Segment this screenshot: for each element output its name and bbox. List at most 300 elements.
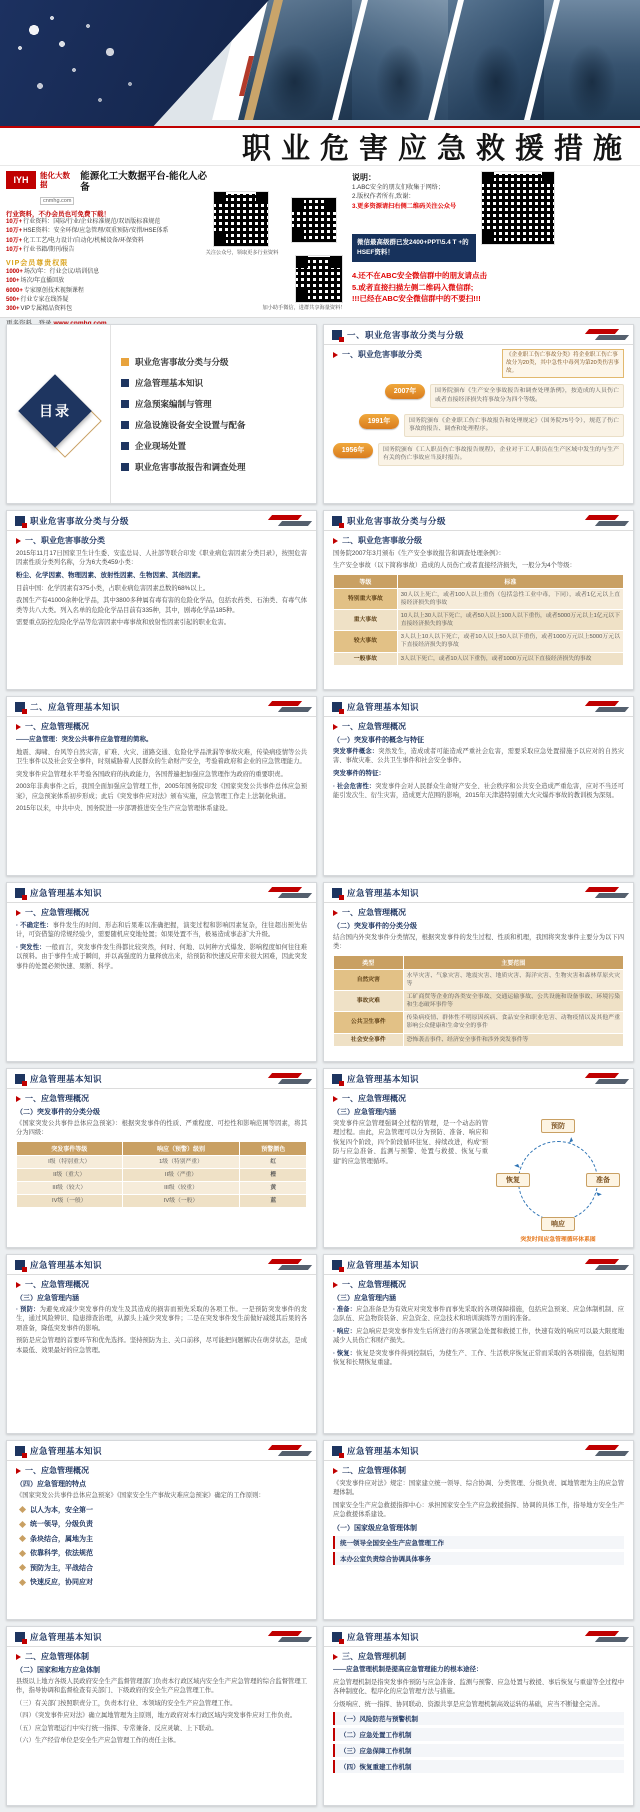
section-heading: （二）突发事件的分类分级	[16, 1109, 100, 1116]
slide-subtitle	[16, 1651, 307, 1662]
paragraph	[16, 943, 307, 971]
vip-title: VIP会员尊贵权限	[6, 260, 69, 268]
subtitle-text: 一、应急管理概况	[342, 908, 406, 917]
paragraph: 2003年非典事件之后，我国全面加强应急管理工作，2005年国务院印发《国家突发公共事件总体应急预案》，应急预案体系初步形成；此后《突发事件应对法》颁布实施，应急管理工作走上法制化轨道。	[16, 783, 307, 800]
subtitle-text: 二、应急管理体制	[342, 1466, 406, 1475]
paragraph: 结合国内外突发事件分类情况，根据突发事件的发生过程、性质和机理，我国将突发事件主要分为以下四类：	[333, 934, 624, 951]
qr-caption: 加小助手微信，进群共享海量资料！	[262, 305, 346, 311]
red-ribbon-icon	[268, 887, 302, 892]
slide-subtitle	[333, 535, 624, 546]
table-header-cell: 突发事件等级	[17, 1141, 123, 1155]
table-row	[17, 1182, 307, 1195]
square-bullet-icon	[121, 379, 129, 387]
paragraph: 2015年以来，中共中央、国务院进一步部署推进安全生产应急管理体系建设。	[16, 804, 232, 812]
logo-site: cnmhg.com	[40, 197, 74, 205]
red-ribbon-icon	[268, 701, 302, 706]
benefit-count: 10万+	[6, 246, 23, 253]
red-ribbon-icon	[268, 1445, 302, 1450]
slide-body	[7, 717, 316, 876]
slides-grid	[0, 318, 640, 1812]
slide-header	[324, 325, 633, 345]
table-row	[17, 1168, 307, 1181]
notes-block	[352, 172, 478, 211]
red-ribbon-icon	[585, 1259, 619, 1264]
wechat-group-banner: 微信最高级群已发2400+PPT\5.4 T +的HSEF资料！	[352, 234, 476, 262]
principle-label: 统一领导，分级负责	[30, 1521, 93, 1529]
qr-code-wechat-group	[296, 256, 342, 302]
banner-collage	[0, 0, 640, 126]
red-warning-line: 5.或者直接扫描左侧二维码入微信群;	[352, 282, 474, 292]
table-cell: 红	[240, 1155, 307, 1168]
slide-title: 二、应急管理基本知识	[30, 701, 121, 712]
paragraph: 应急管理机制是指突发事件预防与应急准备、监测与预警、应急处置与救援、事后恢复与重建等全过程中各种制度化、程序化的应急管理方法与措施。	[333, 1678, 624, 1696]
slide-body	[324, 1089, 633, 1248]
table-cell: 蓝	[240, 1195, 307, 1208]
table-cell: 传染病疫情、群体性不明原因疾病、食品安全和职业危害、动物疫情以及其他严重影响公众健康和生命安全的事件	[403, 1012, 623, 1033]
benefit-line	[6, 246, 212, 255]
table-cell: 工矿商贸等企业的各类安全事故、交通运输事故、公共设施和设备事故、环境污染和生态破坏事件等	[403, 991, 623, 1012]
benefit-text: 专家原创技术视频课程	[23, 287, 84, 294]
table-header-cell: 响应（预警）级别	[122, 1141, 240, 1155]
slide-header	[324, 511, 633, 531]
timeline-text: 国务院颁布《工人职员伤亡事故报告规程》，企业对于工人职员在生产区域中发生的与生产有关的伤亡事故应当及时报告。	[378, 443, 624, 466]
slide-subtitle	[333, 1279, 624, 1290]
arrow-icon	[333, 1282, 338, 1288]
paragraph	[333, 782, 624, 801]
paragraph	[16, 1305, 307, 1333]
red-ribbon-icon	[585, 329, 619, 334]
diamond-bullet-icon	[19, 1550, 26, 1557]
slide-em-connotation-cycle	[323, 1068, 634, 1248]
slide-em-connotation-prep-response-recovery	[323, 1254, 634, 1434]
term-text: 一般而言，突发事件发生得都比较突然，何时、何地、以何种方式爆发、影响程度如何往往难以预料。由于事件生成于瞬间，并以高强度的力量释放出来，给预防和快速反应带来很大困难，因此突发事件的处置必须快速、果断、科学。	[16, 943, 308, 970]
slide-header	[7, 883, 316, 903]
paragraph: （五）应急管理运行中实行统一指挥、专常兼备、反应灵敏、上下联动。	[16, 1724, 218, 1732]
cycle-node: 响应	[541, 1217, 575, 1231]
toc-item-label: 应急管理基本知识	[135, 377, 204, 388]
slide-subtitle	[16, 907, 307, 918]
table-cell: 1级（特别严重）	[122, 1155, 240, 1168]
year-pill: 2007年	[385, 384, 425, 399]
arrow-icon	[16, 1468, 21, 1474]
qr-code-abc-safety	[482, 172, 554, 244]
gray-ribbon-icon	[278, 1265, 312, 1270]
slide-logo-icon	[332, 1632, 342, 1642]
paragraph: （三）有关部门按照职责分工，负责本行业、本领域的安全生产应急管理工作。	[16, 1699, 237, 1707]
subtitle-text: 一、职业危害事故分类	[342, 350, 422, 359]
red-warning-block	[352, 270, 562, 305]
benefit-text: 化工工艺/电力设计/自动化/机械设备/环保资料	[23, 237, 144, 244]
gray-ribbon-icon	[278, 1637, 312, 1642]
gray-ribbon-icon	[278, 521, 312, 526]
promo-section	[0, 166, 640, 318]
slide-em-mechanism	[323, 1626, 634, 1806]
qr-code-secondary	[292, 198, 336, 242]
principle-item	[20, 1548, 307, 1558]
slide-em-connotation-prevention	[6, 1254, 317, 1434]
paragraph: 县级以上地方各级人民政府安全生产监督管理部门负责本行政区域内安全生产应急管理的综合监督管理工作，指导协调和监督检查有关部门、下级政府的安全生产应急管理工作。	[16, 1678, 307, 1695]
slide-title: 应急管理基本知识	[347, 701, 420, 712]
paragraph	[16, 921, 307, 940]
slide-subtitle	[333, 721, 624, 732]
toc-item	[121, 440, 306, 452]
paragraph: 地震、海啸、台风等自然灾害，矿难、火灾、道路交通、危险化学品泄漏等事故灾难，传染病疫情等公共卫生事件以及社会安全事件，时刻威胁着人民群众的生命财产安全，考验着政府和企业的应急管理能力。	[16, 748, 307, 766]
slide-grading-table	[323, 510, 634, 690]
table-cell: 10人以上30人以下死亡，或者50人以上100人以下重伤，或者5000万元以上1亿元以下直接经济损失的事故	[397, 610, 623, 631]
paragraph: ——应急管理机制是提高应急管理能力的根本途径：	[333, 1666, 483, 1673]
vip-benefit-line	[6, 287, 212, 296]
arrow-icon	[594, 1192, 602, 1200]
red-ribbon-icon	[268, 1259, 302, 1264]
toc-item	[121, 419, 306, 431]
square-bullet-icon	[121, 421, 129, 429]
arrow-icon	[333, 538, 338, 544]
table-cell: II级（严重）	[122, 1168, 240, 1181]
term-label: · 准备：	[333, 1306, 357, 1313]
slide-title: 应急管理基本知识	[347, 887, 420, 898]
subtitle-text: 一、应急管理概况	[342, 722, 406, 731]
vip-benefit-line	[6, 268, 212, 277]
table-cell: 重大事故	[334, 610, 398, 631]
paragraph	[333, 747, 624, 766]
slide-em-characteristics	[6, 1440, 317, 1620]
warning-level-table	[16, 1141, 307, 1208]
slide-logo-icon	[15, 516, 25, 526]
term-label: · 不确定性：	[16, 922, 53, 929]
table-cell: 橙	[240, 1168, 307, 1181]
toc-item	[121, 461, 306, 473]
timeline-note: 《企业职工伤亡事故分类》将企业职工伤亡事故分为20类，其中急性中毒列为第20类伤害事故。	[502, 349, 624, 378]
arrow-icon	[333, 1654, 338, 1660]
diamond-bullet-icon	[19, 1506, 26, 1513]
timeline-text: 国务院颁布《企业职工伤亡事故报告和处理规定》（国务院75号令），规范了伤亡事故的报告、调查和处理程序。	[404, 414, 624, 437]
table-row	[334, 631, 624, 652]
benefit-count: 10万+	[6, 219, 23, 225]
paragraph: 突发事件应急管理水平考验各国政府的执政能力，各国普遍把加强应急管理作为政府的重要职责。	[16, 770, 287, 778]
table-row	[334, 652, 624, 665]
paragraph: 分级响应、统一指挥、协同联动、资源共享是应急管理机制高效运转的基础，应当不断健全完善。	[333, 1700, 604, 1708]
table-header-cell: 主要范围	[403, 955, 623, 969]
slide-header	[7, 697, 316, 717]
toc-item-label: 职业危害事故分类与分级	[135, 356, 229, 367]
benefit-count: 500+	[6, 297, 20, 304]
benefit-count: 6000+	[6, 287, 23, 294]
principle-item	[20, 1519, 307, 1529]
slide-title: 应急管理基本知识	[347, 1631, 420, 1642]
toc-item	[121, 377, 306, 389]
red-ribbon-icon	[585, 887, 619, 892]
slide-logo-icon	[332, 516, 342, 526]
note-line: 1.ABC安全的朋友们收集于网络；	[352, 184, 445, 191]
slide-logo-icon	[332, 702, 342, 712]
slide-title: 应急管理基本知识	[347, 1259, 420, 1270]
arrow-icon	[16, 1654, 21, 1660]
benefit-text: 行业专家在线答疑	[20, 297, 69, 304]
qr-caption: 关注公众号，领取更多行业资料	[205, 250, 279, 256]
term-label: · 社会危害性：	[333, 782, 376, 790]
diagram-caption: 突发时间应急管理循环体系图	[520, 1237, 596, 1243]
title-bar	[0, 128, 640, 166]
slide-title: 应急管理基本知识	[30, 1073, 103, 1084]
arrow-icon	[16, 724, 21, 730]
timeline-row	[333, 414, 624, 437]
square-bullet-icon	[121, 442, 129, 450]
table-cell: 一般事故	[334, 652, 398, 665]
benefit-line	[6, 227, 212, 236]
section-heading: （三）应急管理内涵	[333, 1109, 396, 1116]
section-heading: （四）应急管理的特点	[16, 1481, 86, 1488]
table-header-row	[334, 574, 624, 588]
slide-header	[7, 1069, 316, 1089]
table-cell: 较大事故	[334, 631, 398, 652]
slide-header	[324, 1069, 633, 1089]
table-cell: 水旱灾害、气象灾害、地震灾害、地质灾害、海洋灾害、生物灾害和森林草原火灾等	[403, 969, 623, 990]
slide-em-overview-3	[6, 882, 317, 1062]
table-cell: 30人以上死亡，或者100人以上重伤（包括急性工业中毒，下同），或者1亿元以上直接经济损失的事故	[397, 588, 623, 609]
slide-toc	[6, 324, 317, 504]
square-bullet-icon	[121, 400, 129, 408]
slide-event-types-table	[323, 882, 634, 1062]
benefit-count: 10万+	[6, 228, 23, 235]
term-label: · 响应：	[333, 1327, 357, 1335]
table-cell: 社会安全事件	[334, 1033, 404, 1046]
table-row	[17, 1155, 307, 1168]
table-cell: 3人以下死亡，或者10人以下重伤，或者1000万元以下直接经济损失的事故	[397, 652, 623, 665]
slide-logo-icon	[332, 1074, 342, 1084]
slide-logo-icon	[15, 1260, 25, 1270]
slide-subtitle	[333, 907, 624, 918]
slide-body	[324, 531, 633, 690]
table-header-cell: 等级	[334, 574, 398, 588]
slide-body	[324, 1461, 633, 1620]
term-text: 恢复是突发事件得到控制后，为使生产、工作、生活秩序恢复正常而采取的各项措施，包括短期恢复和长期恢复重建。	[333, 1349, 624, 1367]
mechanism-item: （一）风险防范与预警机制	[333, 1712, 624, 1725]
paragraph: 突发事件的特征：	[333, 769, 385, 777]
principle-label: 条块结合，属地为主	[30, 1535, 93, 1543]
slide-header	[324, 1441, 633, 1461]
table-cell: I级（特别重大）	[17, 1155, 123, 1168]
subtitle-text: 一、应急管理概况	[25, 1280, 89, 1289]
toc-item	[121, 398, 306, 410]
table-cell: IV级（一般）	[122, 1195, 240, 1208]
slide-body	[324, 717, 633, 876]
square-bullet-icon	[121, 463, 129, 471]
slide-subtitle	[333, 349, 422, 360]
term-text: 事件发生的时间、形态和后果难以准确把握，演变过程和影响因素复杂，往往超出预先估计，可资借鉴的常规经验少，需要随机应变地处置；如果处置不当，极易造成事态扩大升级。	[16, 922, 308, 939]
subtitle-text: 二、应急管理体制	[25, 1652, 89, 1661]
paragraph: 粉尘、化学因素、物理因素、放射性因素、生物因素、其他因素。	[16, 571, 205, 579]
paragraph: 预防是应急管理的首要环节和优先选择。坚持预防为主、关口前移，尽可能把问题解决在萌芽状态，是成本最低、效果最好的应急管理。	[16, 1337, 307, 1354]
slide-header	[324, 1627, 633, 1647]
slide-title: 应急管理基本知识	[30, 1445, 103, 1456]
benefit-text: 行业书籍/期刊/报告	[23, 246, 75, 253]
slide-logo-icon	[332, 888, 342, 898]
red-ribbon-icon	[268, 1073, 302, 1078]
year-pill: 1956年	[333, 443, 373, 458]
diamond-bullet-icon	[19, 1521, 26, 1528]
subtitle-text: 一、应急管理概况	[342, 1280, 406, 1289]
slide-em-overview-2	[323, 696, 634, 876]
table-cell: III级（较大）	[17, 1182, 123, 1195]
term-text: 突发事件会对人民群众生命财产安全、社会秩序和公共安全造成严重危害，应对不当还可能引发次生、衍生灾害，造成更大范围的影响，2015年天津港特别重大火灾爆炸事故的教训极为深刻。	[333, 782, 624, 800]
arrow-icon	[333, 352, 338, 358]
principle-item	[20, 1563, 307, 1573]
slide-subtitle	[333, 1651, 624, 1662]
mechanism-list	[333, 1712, 624, 1773]
arrow-icon	[333, 724, 338, 730]
cycle-node: 准备	[586, 1173, 620, 1187]
system-item: 统一领导全国安全生产应急管理工作	[333, 1536, 624, 1549]
slide-header	[7, 1255, 316, 1275]
gray-ribbon-icon	[278, 1079, 312, 1084]
slide-title: 一、职业危害事故分类与分级	[347, 329, 465, 340]
vip-benefit-line	[6, 296, 212, 305]
section-heading: （三）应急管理内涵	[16, 1295, 79, 1302]
slide-title: 职业危害事故分类与分级	[347, 515, 447, 526]
toc-item-label: 企业现场处置	[135, 440, 187, 451]
diamond-bullet-icon	[19, 1579, 26, 1586]
toc-layout	[7, 325, 316, 503]
slide-logo-icon	[15, 702, 25, 712]
cycle-layout	[333, 1119, 624, 1243]
logo-row	[6, 171, 212, 207]
term-text: 为避免或减少突发事件的发生及其造成的损害而预先采取的各项工作。一是预防突发事件的发生，通过风险辨识、隐患排查治理，从源头上减少突发事件；二是在突发事件发生前做好减缓其后果的各项准备，降低突发事件的影响。	[16, 1306, 307, 1332]
mechanism-item: （三）应急保障工作机制	[333, 1744, 624, 1757]
table-row	[334, 991, 624, 1012]
section-heading: （一）突发事件的概念与特征	[333, 737, 424, 744]
paragraph: 《突发事件应对法》规定：国家建立统一领导、综合协调、分类管理、分级负责、属地管理为主的应急管理体制。	[333, 1480, 624, 1497]
table-cell: 公共卫生事件	[334, 1012, 404, 1033]
timeline-top-row	[333, 349, 624, 378]
paragraph: 国家安全生产应急救援指挥中心：承担国家安全生产应急救援指挥、协调的具体工作，指导地方安全生产应急救援体系建设。	[333, 1501, 624, 1519]
timeline-row	[333, 384, 624, 407]
table-cell: 特别重大事故	[334, 588, 398, 609]
principle-item	[20, 1534, 307, 1544]
gray-ribbon-icon	[595, 1637, 629, 1642]
emergency-cycle-diagram	[496, 1119, 620, 1243]
slide-body	[7, 903, 316, 1062]
platform-title: 能源化工大数据平台-能化人必备	[80, 171, 207, 193]
toc-item-label: 职业危害事故报告和调查处理	[135, 461, 246, 472]
term-label: · 突发性：	[16, 943, 46, 951]
slide-logo-icon	[15, 1632, 25, 1642]
notes-title: 说明：	[352, 173, 376, 182]
table-row	[334, 1033, 624, 1046]
slide-body	[7, 1275, 316, 1434]
slide-logo-icon	[15, 1446, 25, 1456]
paragraph	[333, 1327, 624, 1346]
principle-label: 快速反应，协同应对	[30, 1579, 93, 1587]
gray-ribbon-icon	[595, 1265, 629, 1270]
note-line: 3.更多资源请扫右侧二维码关注公众号	[352, 202, 457, 210]
subtitle-text: 一、应急管理概况	[342, 1094, 406, 1103]
slide-header	[324, 883, 633, 903]
vip-benefit-line	[6, 277, 212, 286]
mechanism-item: （四）恢复重建工作机制	[333, 1760, 624, 1773]
table-header-cell: 标准	[397, 574, 623, 588]
system-list	[333, 1536, 624, 1565]
slide-body	[7, 1461, 316, 1620]
benefit-count: 1000+	[6, 269, 23, 276]
section-heading: （三）应急管理内涵	[333, 1295, 396, 1302]
slide-logo-icon	[15, 888, 25, 898]
cycle-node: 预防	[541, 1119, 575, 1133]
subtitle-text: 一、应急管理概况	[25, 1466, 89, 1475]
table-row	[334, 969, 624, 990]
slide-header	[7, 1627, 316, 1647]
slide-classification-intro	[323, 324, 634, 504]
vip-benefit-line	[6, 305, 212, 314]
paragraph: （六）生产经营单位是安全生产应急管理工作的责任主体。	[16, 1737, 180, 1745]
promo-slogan: 行业资料，不办会员也可免费下载！	[6, 211, 110, 218]
slide-title: 应急管理基本知识	[30, 1259, 103, 1270]
platform-logo: IYH	[6, 171, 36, 189]
gray-ribbon-icon	[278, 893, 312, 898]
arrow-icon	[16, 1096, 21, 1102]
toc-item-label: 应急设施设备安全设置与配备	[135, 419, 246, 430]
gray-ribbon-icon	[595, 521, 629, 526]
slide-logo-icon	[332, 1446, 342, 1456]
slide-logo-icon	[332, 1260, 342, 1270]
gray-ribbon-icon	[278, 707, 312, 712]
paragraph: 生产安全事故（以下简称事故）造成的人员伤亡或者直接经济损失，一般分为4个等级：	[333, 562, 576, 570]
gray-ribbon-icon	[595, 1451, 629, 1456]
red-ribbon-icon	[585, 1073, 619, 1078]
slide-em-system-2	[6, 1626, 317, 1806]
red-warning-line: !!!已经在ABC安全微信群中的不要扫!!!	[352, 294, 481, 304]
subtitle-text: 一、应急管理概况	[25, 722, 89, 731]
slide-header	[7, 1441, 316, 1461]
table-row	[334, 588, 624, 609]
slide-subtitle	[16, 1093, 307, 1104]
benefit-text: HSE资料：安全环保/应急管理/双重预防/安措/HSE体系	[23, 228, 169, 235]
section-heading: （一）国家级应急管理体制	[333, 1524, 417, 1532]
paragraph: 2015年11月17日国家卫生计生委、安监总局、人社部等联合印发《职业病危害因素分类目录》，按照危害因素性质分类列名称，分为6大类459小类：	[16, 550, 307, 567]
mechanism-item: （二）应急处置工作机制	[333, 1728, 624, 1741]
benefit-text: 场次/年：行业会议/培训信息	[23, 269, 100, 276]
principle-label: 预防为主，平战结合	[30, 1564, 93, 1572]
table-header-row	[334, 955, 624, 969]
red-ribbon-icon	[268, 515, 302, 520]
promo-left-column	[6, 171, 212, 327]
timeline-row	[333, 443, 624, 466]
subtitle-text: 三、应急管理机制	[342, 1652, 406, 1661]
slide-header	[324, 1255, 633, 1275]
red-ribbon-icon	[585, 701, 619, 706]
table-header-cell: 类型	[334, 955, 404, 969]
table-header-cell: 预警颜色	[240, 1141, 307, 1155]
diamond-bullet-icon	[19, 1564, 26, 1571]
gray-ribbon-icon	[278, 1451, 312, 1456]
slide-body	[7, 1647, 316, 1806]
gray-ribbon-icon	[595, 893, 629, 898]
slide-title: 应急管理基本知识	[347, 1445, 420, 1456]
slide-title: 职业危害事故分类与分级	[30, 515, 130, 526]
qr-code-official-account	[214, 192, 268, 246]
accident-level-table	[333, 574, 624, 666]
page-title: 职业危害应急救援措施	[241, 133, 632, 165]
gray-ribbon-icon	[595, 1079, 629, 1084]
year-pill: 1991年	[359, 414, 399, 429]
term-label: · 恢复：	[333, 1349, 357, 1357]
slide-body	[324, 1275, 633, 1434]
paragraph: 《国家突发公共事件总体应急预案》：根据突发事件的性质、严重程度、可控性和影响范围等因素，将其分为四级：	[16, 1120, 307, 1137]
paragraph: 我国生产有41000余种化学品，其中3800多种属有毒有害的危险化学品，包括农药类、石油类、有毒气体类等共八大类。列入名单的危险化学品目前有335种，其中，剧毒化学品185种。	[16, 597, 307, 614]
benefit-count: 10万+	[6, 237, 23, 244]
event-type-table	[333, 955, 624, 1047]
table-row	[334, 610, 624, 631]
slide-classification-detail	[6, 510, 317, 690]
